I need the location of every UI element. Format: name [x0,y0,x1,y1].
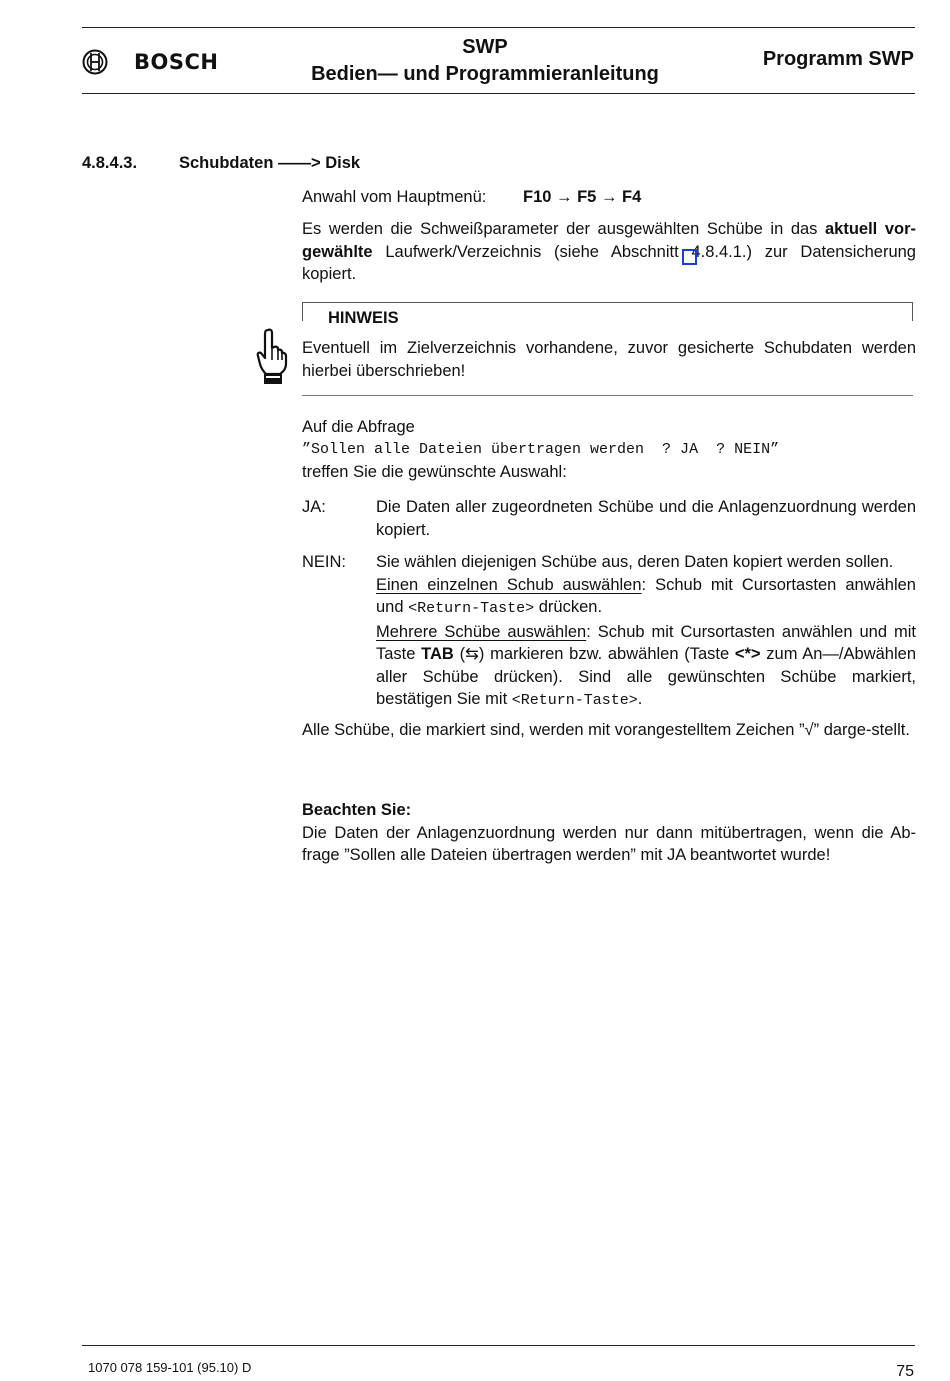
option-ja-key: JA: [302,498,326,516]
single-select-text2: drücken. [534,598,603,616]
text-cursor-marker [682,249,697,265]
intro-bold: aktuell vor-gewählte [302,220,917,261]
option-nein-body [376,551,916,713]
pointing-hand-icon [256,328,288,391]
bosch-logo [82,48,218,76]
tab-key-label: TAB [421,645,454,663]
footer-doc-number: 1070 078 159-101 (95.10) D [88,1360,252,1375]
menu-selection [302,186,916,209]
marked-paragraph: Alle Schübe, die markiert sind, werden mit vorangestelltem Zeichen ”√” darge-stellt. [302,721,910,739]
multi-select-code: <Return-Taste> [511,692,638,709]
menu-label: Anwahl vom Hauptmenü: [302,188,487,206]
single-select-label: Einen einzelnen Schub auswählen [376,575,642,594]
option-nein-line1: Sie wählen diejenigen Schübe aus, deren Daten kopiert werden sollen. [376,553,894,571]
query-line3: treffen Sie die gewünschte Auswahl: [302,463,567,481]
note-title: Beachten Sie: [302,801,412,819]
header-title [260,34,710,88]
multi-select-text1: : Schub mit Cursortasten anwählen und mit Taste [376,622,916,663]
note-block [302,799,916,867]
intro-part2: Laufwerk/Verzeichnis (siehe Abschnitt 4.8.4.1.) zur Datensicherung kopiert. [302,242,916,283]
hint-bottom-rule [302,395,913,396]
single-select-code: <Return-Taste> [408,600,535,617]
multi-select-text2: markieren bzw. abwählen (Taste [484,645,735,663]
header-program: Programm SWP [762,48,914,70]
header-bottom-rule [82,93,915,94]
option-nein-key: NEIN: [302,553,347,571]
bosch-armature-icon [82,49,108,75]
note-text: Die Daten der Anlagenzuordnung werden nur dann mitübertragen, wenn die Ab-frage ”Sollen alle Dateien übertragen werden” mit JA beantwortet wurde! [302,823,916,864]
header-title-line1: SWP [462,36,508,58]
query-line1: Auf die Abfrage [302,418,415,436]
page-number: 75 [896,1363,914,1380]
intro-paragraph [302,218,916,286]
query-block [302,416,916,484]
header-title-line2: Bedien— und Programmieranleitung [311,63,659,85]
header-top-rule [82,27,915,28]
star-key-label: <*> [734,645,761,663]
option-ja-text: Die Daten aller zugeordneten Schübe und die Anlagenzuordnung werden kopiert. [376,498,916,539]
option-single [376,574,916,621]
hint-text: Eventuell im Zielverzeichnis vorhandene, zuvor gesicherte Schubdaten werden hierbei überschrieben! [302,339,916,380]
hint-title: HINWEIS [320,309,407,328]
section-title: Schubdaten ——> Disk [179,154,361,172]
query-prompt: ”Sollen alle Dateien übertragen werden ? JA ? NEIN” [302,440,780,458]
section-number: 4.8.4.3. [82,154,138,172]
multi-select-text3: zum An—/Abwählen aller Schübe drücken). Sind alle gewünschten Schübe markiert, bestätigen Sie mit [376,645,916,708]
brand-name: BOSCH [134,50,219,74]
tab-key-icon: (⇆) [459,645,485,663]
intro-part1: Es werden die Schweißparameter der ausgewählten Schübe in das [302,220,825,238]
menu-path: F10 → F5 → F4 [523,188,642,206]
multi-select-text4: . [637,690,643,708]
multi-select-label: Mehrere Schübe auswählen [376,622,587,641]
footer-rule [82,1345,915,1346]
single-select-text1: : Schub mit Cursortasten anwählen und [376,575,916,616]
option-multi [376,621,916,713]
